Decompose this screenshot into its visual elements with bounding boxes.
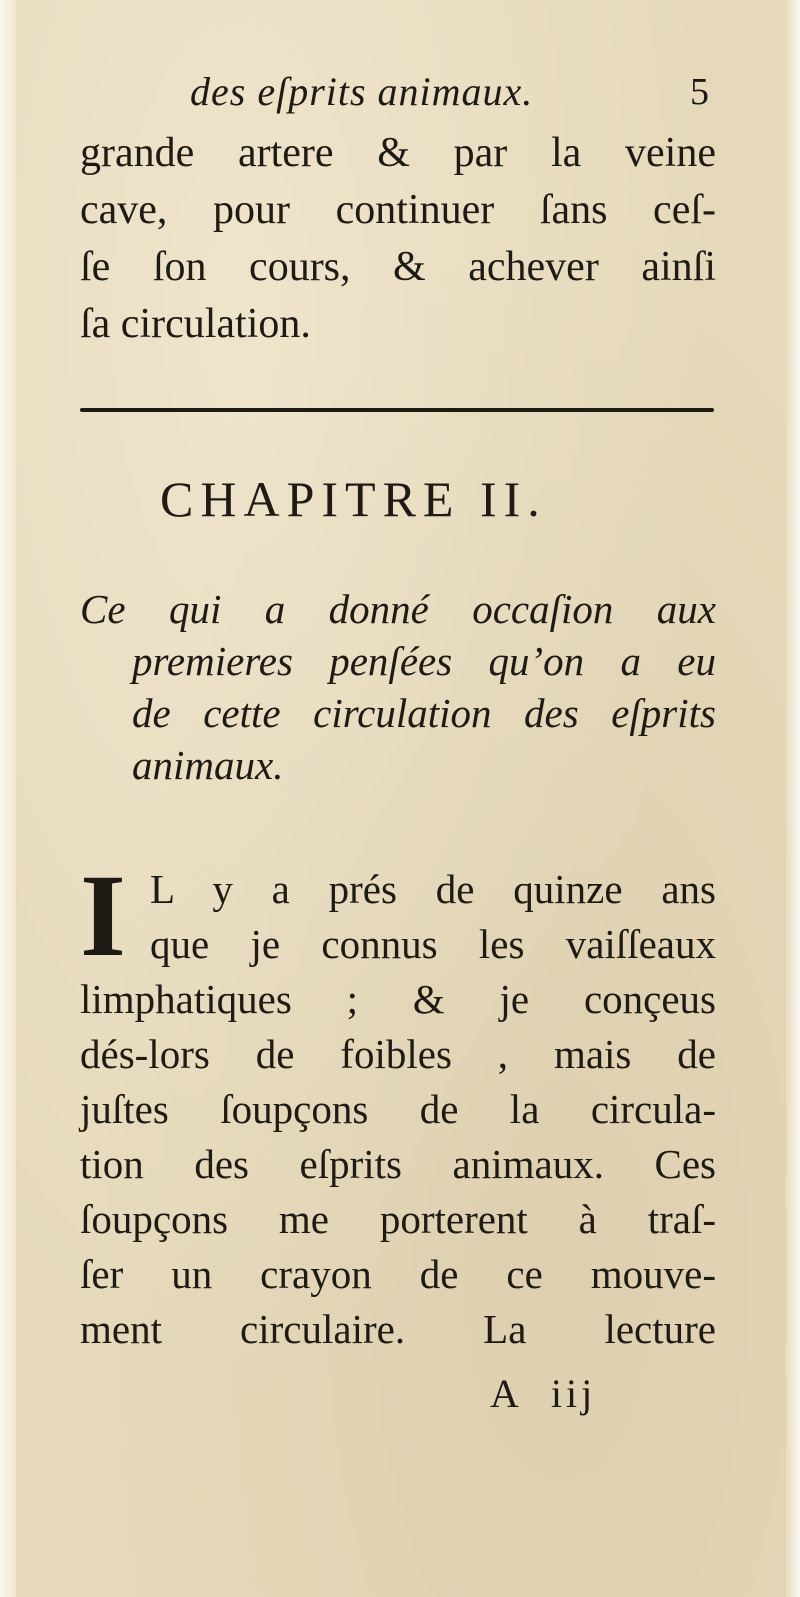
running-head — [0, 68, 800, 118]
chapter-summary — [80, 583, 716, 791]
drop-cap-initial: I — [80, 850, 126, 981]
running-head-title: des eſprits animaux. — [190, 69, 534, 114]
body-line: ment circulaire. La lecture — [80, 1306, 716, 1352]
page-number: 5 — [690, 71, 709, 113]
page-left-edge — [0, 0, 16, 1597]
text-line: cave, pour continuer ſans ceſ- — [80, 187, 716, 233]
body-line: ſer un crayon de ce mouve- — [80, 1251, 716, 1297]
body-line: juſtes ſoupçons de la circula- — [80, 1086, 716, 1132]
text-line: grande artere & par la veine — [80, 130, 716, 176]
chapter-body — [80, 850, 716, 1357]
summary-line: premieres penſées qu’on a eu — [132, 638, 716, 684]
summary-line: de cette circulation des eſprits — [132, 690, 716, 736]
body-line: L y a prés de quinze ans — [150, 866, 716, 912]
body-line: que je connus les vaiſſeaux — [150, 921, 716, 967]
body-line: tion des eſprits animaux. Ces — [80, 1141, 716, 1187]
body-line: ſoupçons me porterent à traſ- — [80, 1196, 716, 1242]
text-line: ſe ſon cours, & achever ainſi — [80, 244, 716, 290]
summary-line: Ce qui a donné occaſion aux — [80, 586, 716, 632]
chapter-heading: CHAPITRE II. — [160, 471, 547, 527]
section-divider-rule — [80, 408, 714, 412]
signature-letter: A — [490, 1371, 523, 1416]
body-line: limphatiques ; & je conçeus — [80, 976, 716, 1022]
text-line: ſa circulation. — [80, 301, 311, 347]
page-right-edge — [786, 0, 800, 1597]
signature-mark — [490, 1370, 624, 1417]
summary-line: animaux. — [132, 742, 284, 788]
body-line: dés-lors de foibles , mais de — [80, 1031, 716, 1077]
signature-number: iij — [550, 1371, 597, 1416]
continued-paragraph — [80, 125, 716, 353]
